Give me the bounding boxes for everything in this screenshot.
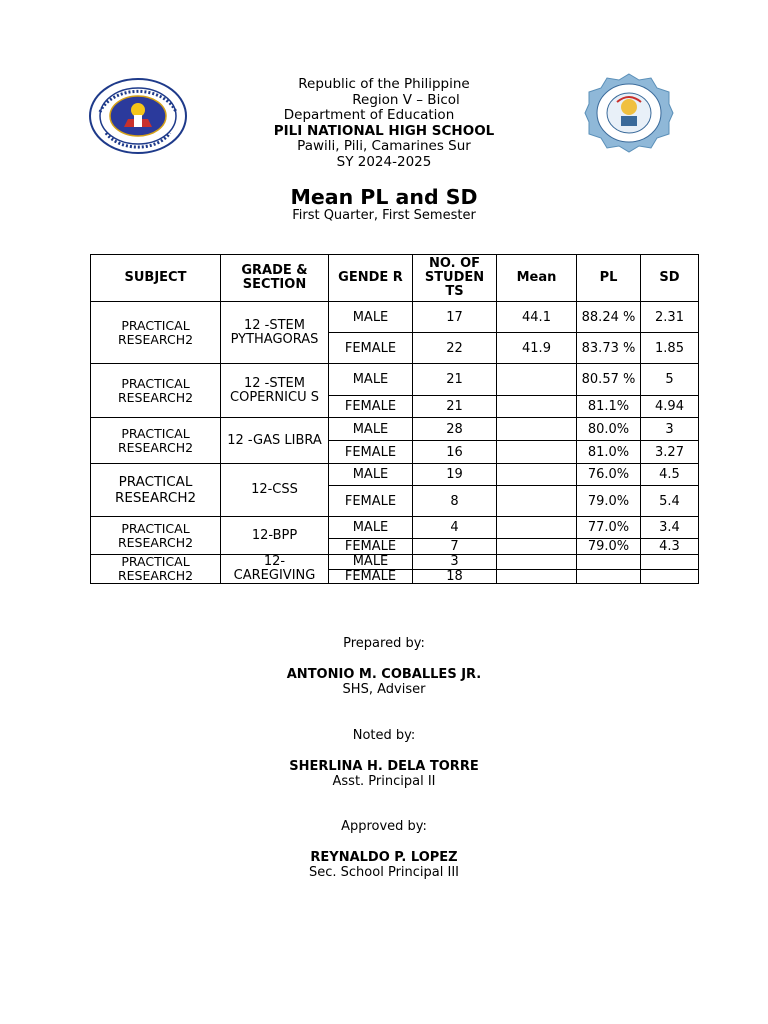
subject-cell: PRACTICAL RESEARCH2 (91, 418, 221, 464)
mean-cell (497, 364, 577, 396)
mean-cell (497, 418, 577, 441)
letterhead (200, 77, 568, 170)
pl-cell: 81.1% (577, 396, 641, 418)
table-row (91, 517, 699, 539)
subject-cell: PRACTICAL RESEARCH2 (91, 555, 221, 584)
column-header-students: NO. OF STUDEN TS (413, 255, 497, 302)
pl-cell: 77.0% (577, 517, 641, 539)
column-header-grade-section: GRADE & SECTION (221, 255, 329, 302)
mean-cell (497, 486, 577, 517)
students-cell: 17 (413, 302, 497, 333)
gender-cell: MALE (329, 302, 413, 333)
sd-cell: 2.31 (641, 302, 699, 333)
section-cell: 12 -GAS LIBRA (221, 418, 329, 464)
students-cell: 22 (413, 333, 497, 364)
column-header-pl: PL (577, 255, 641, 302)
pl-cell (577, 555, 641, 570)
prepared-by-name: ANTONIO M. COBALLES JR. (286, 667, 482, 682)
column-header-mean: Mean (497, 255, 577, 302)
gender-cell: MALE (329, 555, 413, 570)
section-cell: 12- CAREGIVING (221, 555, 329, 584)
gender-cell: FEMALE (329, 486, 413, 517)
sd-cell (641, 555, 699, 570)
table-row (91, 464, 699, 486)
table-row (91, 302, 699, 333)
approved-by-block (0, 819, 768, 834)
pl-cell (577, 569, 641, 584)
approved-by-label: Approved by: (341, 819, 427, 834)
subject-cell: PRACTICAL RESEARCH2 (91, 464, 221, 517)
mean-pl-sd-table (90, 254, 699, 584)
mean-cell (497, 464, 577, 486)
mean-cell (497, 396, 577, 418)
gender-cell: MALE (329, 464, 413, 486)
pl-cell: 81.0% (577, 441, 641, 464)
students-cell: 28 (413, 418, 497, 441)
prepared-by-block (0, 636, 768, 651)
mean-cell: 44.1 (497, 302, 577, 333)
students-cell: 7 (413, 539, 497, 555)
sd-cell: 3 (641, 418, 699, 441)
subject-cell: PRACTICAL RESEARCH2 (91, 302, 221, 364)
students-cell: 16 (413, 441, 497, 464)
students-cell: 21 (413, 364, 497, 396)
gender-cell: MALE (329, 364, 413, 396)
approved-by-title: Sec. School Principal III (309, 865, 459, 880)
pl-cell: 79.0% (577, 486, 641, 517)
document-title: Mean PL and SD (290, 185, 478, 209)
sd-cell: 4.5 (641, 464, 699, 486)
header-school-name: PILI NATIONAL HIGH SCHOOL (273, 122, 495, 139)
pl-cell: 83.73 % (577, 333, 641, 364)
table-row (91, 418, 699, 441)
students-cell: 4 (413, 517, 497, 539)
sd-cell: 5.4 (641, 486, 699, 517)
pl-cell: 80.0% (577, 418, 641, 441)
school-seal-logo (583, 72, 675, 154)
mean-cell (497, 517, 577, 539)
students-cell: 19 (413, 464, 497, 486)
pl-cell: 80.57 % (577, 364, 641, 396)
deped-seal-logo (88, 77, 188, 155)
column-header-gender: GENDE R (329, 255, 413, 302)
mean-cell: 41.9 (497, 333, 577, 364)
document-subtitle: First Quarter, First Semester (292, 208, 476, 223)
mean-cell (497, 539, 577, 555)
sd-cell (641, 569, 699, 584)
section-cell: 12-CSS (221, 464, 329, 517)
gender-cell: FEMALE (329, 396, 413, 418)
section-cell: 12-BPP (221, 517, 329, 555)
prepared-by-title: SHS, Adviser (342, 682, 426, 697)
students-cell: 18 (413, 569, 497, 584)
sd-cell: 4.94 (641, 396, 699, 418)
column-header-subject: SUBJECT (91, 255, 221, 302)
noted-by-label: Noted by: (352, 728, 416, 743)
mean-cell (497, 569, 577, 584)
noted-by-signatory (0, 759, 768, 789)
gender-cell: FEMALE (329, 333, 413, 364)
noted-by-title: Asst. Principal II (332, 774, 436, 789)
gender-cell: MALE (329, 517, 413, 539)
approved-by-name: REYNALDO P. LOPEZ (310, 850, 458, 865)
gender-cell: MALE (329, 418, 413, 441)
gender-cell: FEMALE (329, 569, 413, 584)
mean-cell (497, 555, 577, 570)
subject-cell: PRACTICAL RESEARCH2 (91, 364, 221, 418)
table-row (91, 364, 699, 396)
header-republic: Republic of the Philippine (298, 76, 470, 92)
noted-by-name: SHERLINA H. DELA TORRE (289, 759, 479, 774)
noted-by-block (0, 728, 768, 743)
section-cell: 12 -STEM COPERNICU S (221, 364, 329, 418)
header-region: Region V – Bicol (352, 91, 460, 108)
header-department: Department of Education (283, 107, 455, 123)
sd-cell: 3.27 (641, 441, 699, 464)
table-row (91, 555, 699, 570)
approved-by-signatory (0, 850, 768, 880)
sd-cell: 5 (641, 364, 699, 396)
sd-cell: 1.85 (641, 333, 699, 364)
column-header-sd: SD (641, 255, 699, 302)
pl-cell: 79.0% (577, 539, 641, 555)
pl-cell: 76.0% (577, 464, 641, 486)
table-header-row (91, 255, 699, 302)
sd-cell: 4.3 (641, 539, 699, 555)
pl-cell: 88.24 % (577, 302, 641, 333)
students-cell: 8 (413, 486, 497, 517)
prepared-by-signatory (0, 667, 768, 697)
header-address: Pawili, Pili, Camarines Sur (297, 138, 471, 154)
section-cell: 12 -STEM PYTHAGORAS (221, 302, 329, 364)
students-cell: 3 (413, 555, 497, 570)
header-school-year: SY 2024-2025 (336, 153, 432, 170)
students-cell: 21 (413, 396, 497, 418)
gender-cell: FEMALE (329, 441, 413, 464)
sd-cell: 3.4 (641, 517, 699, 539)
mean-cell (497, 441, 577, 464)
prepared-by-label: Prepared by: (343, 636, 425, 651)
subject-cell: PRACTICAL RESEARCH2 (91, 517, 221, 555)
gender-cell: FEMALE (329, 539, 413, 555)
